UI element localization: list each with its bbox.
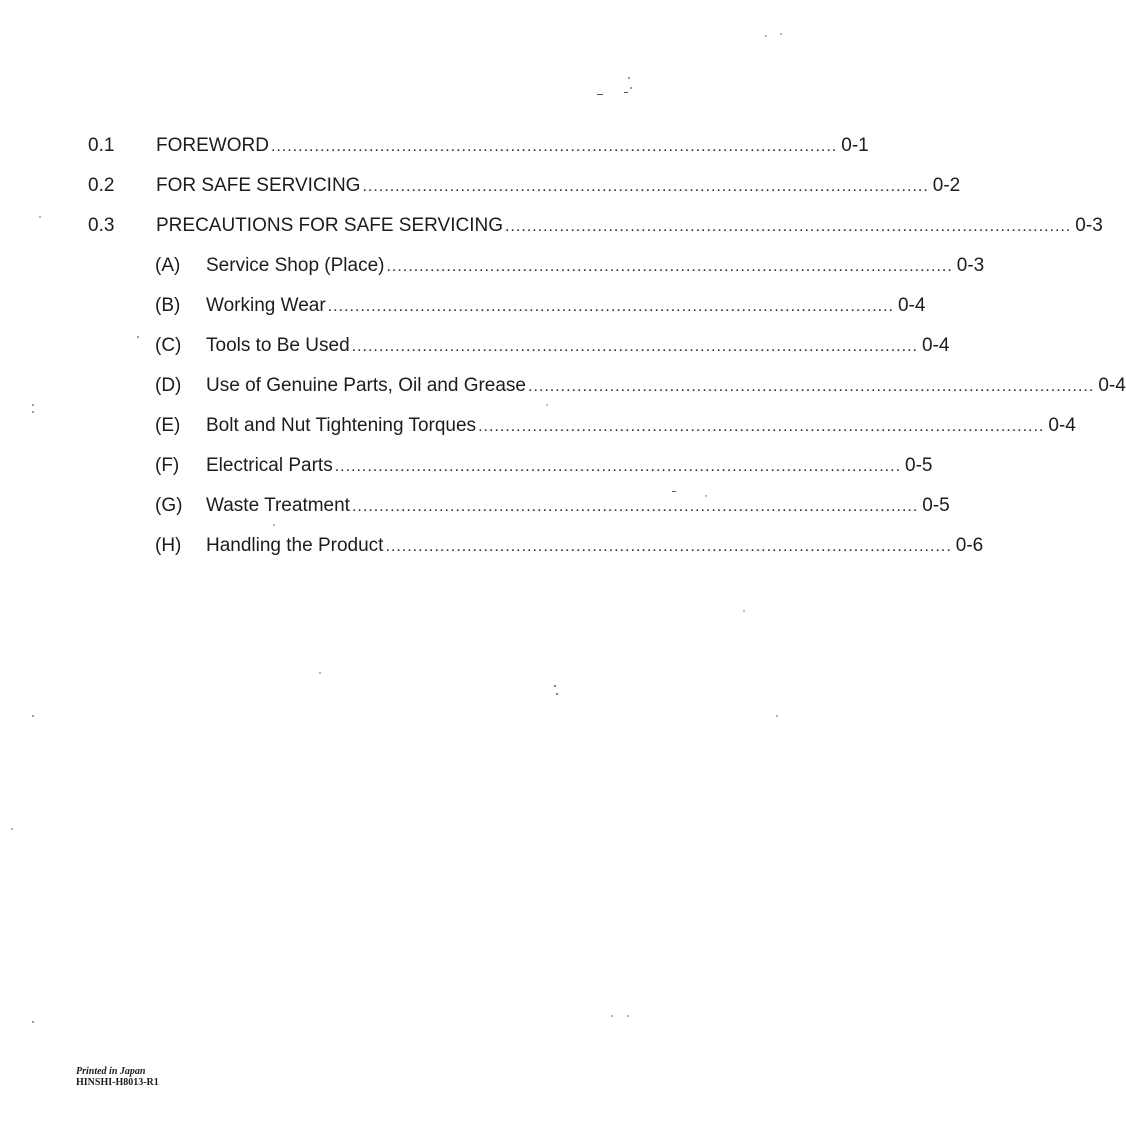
- toc-entry-title: FOR SAFE SERVICING: [156, 175, 361, 196]
- dot-leader: ........................................................................................................: [385, 538, 952, 555]
- toc-entry-letter: (G): [155, 495, 183, 516]
- dot-leader: ........................................................................................................: [270, 138, 838, 155]
- toc-entry-page: 0-2: [929, 174, 960, 198]
- dot-leader: ........................................................................................................: [362, 178, 929, 195]
- toc-entry-title: Electrical Parts: [206, 455, 333, 476]
- scan-specks: [11, 33, 782, 1023]
- toc-entry-page: 0-6: [952, 534, 983, 558]
- toc-entry-page: 0-5: [918, 494, 949, 518]
- dot-leader: ........................................................................................................: [327, 298, 894, 315]
- toc-entry-page: 0-4: [1094, 374, 1125, 398]
- toc-entry-title: Service Shop (Place): [206, 255, 385, 276]
- dot-leader: ........................................................................................................: [528, 378, 1095, 395]
- toc-entry-letter: (H): [155, 535, 182, 556]
- toc-entry-page: 0-4: [894, 294, 925, 318]
- dot-leader: ........................................................................................................: [351, 338, 918, 355]
- toc-entry-number: 0.3: [88, 215, 115, 236]
- toc-entry-page: 0-3: [1071, 214, 1102, 238]
- dot-leader: ........................................................................................................: [334, 458, 902, 475]
- dot-leader: ........................................................................................................: [386, 258, 953, 275]
- toc-entry-letter: (B): [155, 295, 181, 316]
- toc-entry-title: Bolt and Nut Tightening Torques: [206, 415, 477, 436]
- toc-entry-title: Waste Treatment: [206, 495, 350, 516]
- toc-entry-letter: (C): [155, 335, 182, 356]
- toc-entry-page: 0-1: [837, 134, 868, 158]
- toc-entry-title: Use of Genuine Parts, Oil and Grease: [206, 375, 526, 396]
- toc-entry-page: 0-5: [901, 454, 932, 478]
- toc-entry-letter: (A): [155, 255, 181, 276]
- dot-leader: ........................................................................................................: [478, 418, 1045, 435]
- toc-entry-letter: (F): [155, 455, 180, 476]
- toc-entry-letter: (D): [155, 375, 182, 396]
- toc-entry-page: 0-3: [953, 254, 984, 278]
- toc-entry-title: Tools to Be Used: [206, 335, 350, 356]
- toc-entry-title: PRECAUTIONS FOR SAFE SERVICING: [156, 215, 503, 236]
- dot-leader: ........................................................................................................: [351, 498, 919, 515]
- page-footer: [76, 1066, 159, 1088]
- toc-entry-number: 0.2: [88, 175, 115, 196]
- toc-entry-page: 0-4: [1044, 414, 1075, 438]
- toc-entry-page: 0-4: [918, 334, 949, 358]
- document-code: HINSHI-H8013-R1: [76, 1077, 159, 1088]
- toc-entry-title: Working Wear: [206, 295, 326, 316]
- toc-entry-letter: (E): [155, 415, 181, 436]
- toc-entry-title: Handling the Product: [206, 535, 384, 556]
- dot-leader: ........................................................................................................: [504, 218, 1072, 235]
- printed-in-note: Printed in Japan: [76, 1066, 146, 1077]
- toc-entry-title: FOREWORD: [156, 135, 269, 156]
- toc-entry-number: 0.1: [88, 135, 115, 156]
